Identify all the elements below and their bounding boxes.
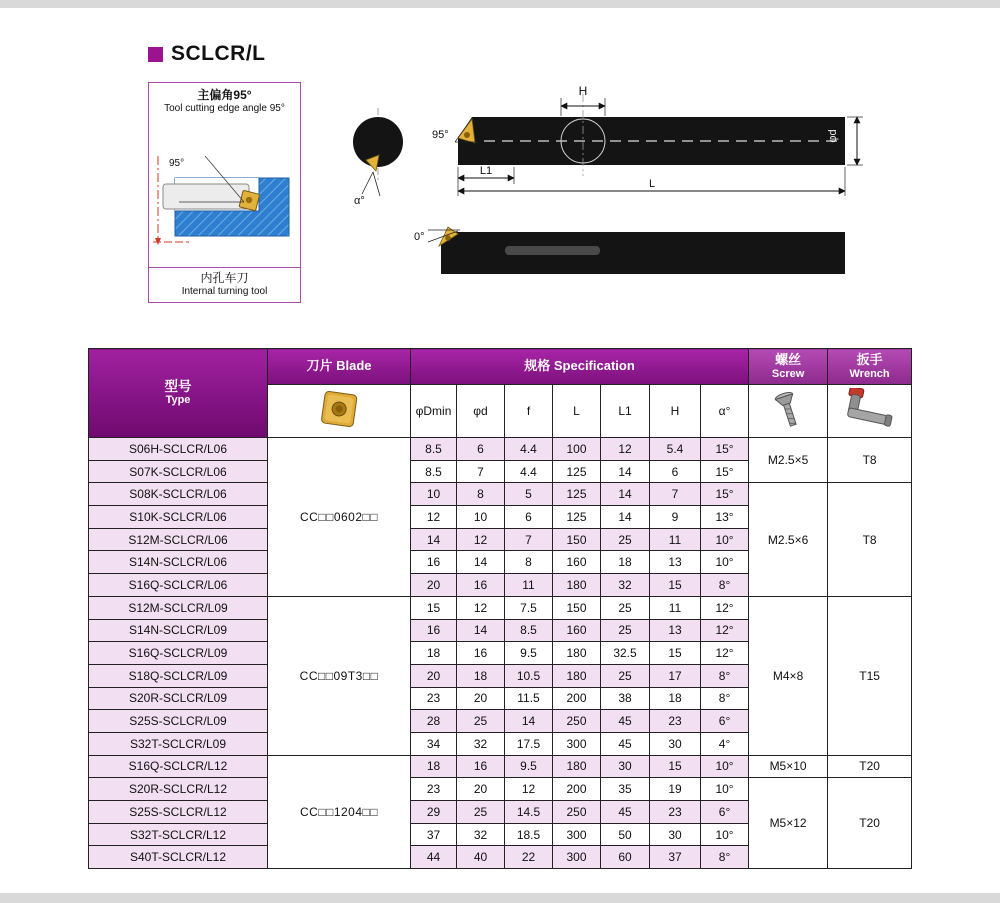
spec-value-cell: 45 — [601, 710, 650, 733]
spec-value-cell: 180 — [553, 642, 601, 665]
spec-value-cell: 15 — [650, 574, 701, 597]
spec-value-cell: 20 — [457, 778, 505, 801]
col-header-l1: L1 — [601, 385, 650, 438]
spec-value-cell: 100 — [553, 438, 601, 461]
spec-value-cell: 160 — [553, 551, 601, 574]
spec-value-cell: 8° — [701, 846, 749, 869]
spec-value-cell: 14 — [457, 619, 505, 642]
alpha-angle-label: α° — [354, 195, 365, 207]
spec-value-cell: 150 — [553, 528, 601, 551]
spec-value-cell: 125 — [553, 460, 601, 483]
spec-value-cell: 180 — [553, 664, 601, 687]
screw-icon-cell — [749, 385, 828, 438]
spec-value-cell: 9.5 — [505, 755, 553, 778]
alpha-angle-line-1 — [362, 172, 373, 194]
application-diagram — [149, 116, 300, 267]
spec-value-cell: 38 — [601, 687, 650, 710]
screw-header-en: Screw — [771, 367, 805, 380]
spec-value-cell: 200 — [553, 778, 601, 801]
spec-value-cell: 11 — [650, 528, 701, 551]
spec-value-cell: 45 — [601, 801, 650, 824]
spec-value-cell: 20 — [457, 687, 505, 710]
spec-value-cell: 6 — [505, 506, 553, 529]
spec-value-cell: 10° — [701, 823, 749, 846]
type-cell: S14N-SCLCR/L06 — [89, 551, 268, 574]
spec-value-cell: 14 — [411, 528, 457, 551]
spec-value-cell: 18 — [411, 755, 457, 778]
spec-value-cell: 15 — [650, 755, 701, 778]
type-cell: S16Q-SCLCR/L12 — [89, 755, 268, 778]
spec-value-cell: 10° — [701, 551, 749, 574]
type-cell: S06H-SCLCR/L06 — [89, 438, 268, 461]
spec-value-cell: 4° — [701, 732, 749, 755]
spec-value-cell: 9 — [650, 506, 701, 529]
wrench-size-cell: T8 — [828, 483, 912, 596]
type-cell: S12M-SCLCR/L09 — [89, 596, 268, 619]
spec-value-cell: 23 — [650, 801, 701, 824]
spec-value-cell: 11 — [505, 574, 553, 597]
l1-dimension-label: L1 — [479, 165, 493, 177]
insert-screw-hole-mini — [246, 196, 252, 202]
wrench-header-cn: 扳手 — [856, 351, 883, 367]
info-box-header — [149, 83, 300, 116]
spec-value-cell: 16 — [411, 619, 457, 642]
spec-value-cell: 12 — [457, 596, 505, 619]
spec-table-body — [89, 438, 912, 869]
type-cell: S32T-SCLCR/L12 — [89, 823, 268, 846]
spec-value-cell: 5.4 — [650, 438, 701, 461]
spec-value-cell: 4.4 — [505, 460, 553, 483]
spec-value-cell: 9.5 — [505, 642, 553, 665]
l-dimension-label: L — [648, 178, 656, 190]
type-cell: S32T-SCLCR/L09 — [89, 732, 268, 755]
angle-95-label: 95° — [169, 157, 185, 169]
spec-value-cell: 37 — [411, 823, 457, 846]
page-title-row — [148, 42, 266, 66]
spec-value-cell: 10° — [701, 755, 749, 778]
table-row — [89, 755, 912, 778]
spec-value-cell: 6° — [701, 801, 749, 824]
spec-value-cell: 8.5 — [411, 438, 457, 461]
spec-value-cell: 7 — [457, 460, 505, 483]
spec-value-cell: 8° — [701, 664, 749, 687]
spec-value-cell: 17 — [650, 664, 701, 687]
spec-value-cell: 25 — [601, 664, 650, 687]
spec-value-cell: 250 — [553, 801, 601, 824]
blade-insert-icon-cell — [268, 385, 411, 438]
spec-value-cell: 10.5 — [505, 664, 553, 687]
blade-code-cell: CC□□09T3□□ — [268, 596, 411, 755]
blade-header: 刀片 Blade — [268, 349, 411, 385]
col-header-d: φd — [457, 385, 505, 438]
type-cell: S20R-SCLCR/L12 — [89, 778, 268, 801]
spec-value-cell: 11 — [650, 596, 701, 619]
spec-value-cell: 11.5 — [505, 687, 553, 710]
page-edge-top — [0, 0, 1000, 8]
spec-value-cell: 300 — [553, 823, 601, 846]
spec-value-cell: 17.5 — [505, 732, 553, 755]
spec-value-cell: 14 — [601, 483, 650, 506]
spec-value-cell: 12 — [457, 528, 505, 551]
table-row — [89, 438, 912, 461]
type-cell: S14N-SCLCR/L09 — [89, 619, 268, 642]
spec-value-cell: 18 — [650, 687, 701, 710]
spec-value-cell: 20 — [411, 574, 457, 597]
wrench-size-cell: T8 — [828, 438, 912, 483]
spec-value-cell: 180 — [553, 755, 601, 778]
spec-value-cell: 18 — [601, 551, 650, 574]
type-cell: S18Q-SCLCR/L09 — [89, 664, 268, 687]
type-cell: S08K-SCLCR/L06 — [89, 483, 268, 506]
info-box-caption — [149, 267, 300, 303]
screw-header — [749, 349, 828, 385]
spec-value-cell: 200 — [553, 687, 601, 710]
type-cell: S40T-SCLCR/L12 — [89, 846, 268, 869]
spec-value-cell: 125 — [553, 506, 601, 529]
wrench-header-en: Wrench — [849, 367, 890, 380]
dimension-drawing — [320, 80, 980, 330]
spec-table — [88, 348, 912, 869]
wrench-size-cell: T20 — [828, 755, 912, 778]
spec-value-cell: 150 — [553, 596, 601, 619]
wrench-size-cell: T20 — [828, 778, 912, 869]
blade-code-cell: CC□□0602□□ — [268, 438, 411, 597]
screw-size-cell: M2.5×6 — [749, 483, 828, 596]
spec-value-cell: 10 — [457, 506, 505, 529]
spec-value-cell: 13 — [650, 551, 701, 574]
countersunk-screw-icon — [767, 387, 809, 433]
spec-value-cell: 32 — [457, 732, 505, 755]
spec-value-cell: 32 — [457, 823, 505, 846]
spec-value-cell: 4.4 — [505, 438, 553, 461]
cc-insert-icon — [314, 387, 364, 433]
insert-screw-hole — [464, 132, 470, 138]
type-cell: S07K-SCLCR/L06 — [89, 460, 268, 483]
type-cell: S25S-SCLCR/L12 — [89, 801, 268, 824]
cutting-angle-label-en: Tool cutting edge angle 95° — [164, 103, 285, 114]
type-cell: S25S-SCLCR/L09 — [89, 710, 268, 733]
col-header-f: f — [505, 385, 553, 438]
spec-value-cell: 15° — [701, 438, 749, 461]
spec-value-cell: 18 — [411, 642, 457, 665]
spec-value-cell: 8.5 — [411, 460, 457, 483]
spec-value-cell: 15° — [701, 483, 749, 506]
spec-value-cell: 20 — [411, 664, 457, 687]
tool-info-box — [148, 82, 301, 303]
screw-size-cell: M5×12 — [749, 778, 828, 869]
spec-value-cell: 15° — [701, 460, 749, 483]
spec-value-cell: 25 — [601, 596, 650, 619]
alpha-angle-line-2 — [373, 172, 380, 196]
spec-value-cell: 10° — [701, 528, 749, 551]
spec-value-cell: 16 — [457, 755, 505, 778]
tool-name-en: Internal turning tool — [181, 285, 268, 297]
spec-value-cell: 12° — [701, 642, 749, 665]
spec-value-cell: 16 — [457, 574, 505, 597]
type-header-cn: 型号 — [164, 378, 192, 394]
spec-value-cell: 8° — [701, 687, 749, 710]
type-cell: S20R-SCLCR/L09 — [89, 687, 268, 710]
spec-value-cell: 6° — [701, 710, 749, 733]
application-diagram-svg — [149, 116, 300, 258]
spec-value-cell: 7 — [505, 528, 553, 551]
lead-angle-label: 95° — [432, 129, 449, 141]
spec-value-cell: 25 — [601, 619, 650, 642]
table-row — [89, 596, 912, 619]
screw-size-cell: M4×8 — [749, 596, 828, 755]
boring-bar-mini — [163, 184, 249, 209]
spec-value-cell: 60 — [601, 846, 650, 869]
spec-value-cell: 12 — [411, 506, 457, 529]
spec-value-cell: 300 — [553, 846, 601, 869]
spec-value-cell: 13 — [650, 619, 701, 642]
insert-screw-hole-2 — [445, 235, 451, 241]
table-header-row-main — [89, 349, 912, 385]
spec-value-cell: 12° — [701, 619, 749, 642]
spec-value-cell: 6 — [650, 460, 701, 483]
spec-value-cell: 14 — [457, 551, 505, 574]
spec-value-cell: 160 — [553, 619, 601, 642]
spec-value-cell: 23 — [411, 778, 457, 801]
spec-value-cell: 37 — [650, 846, 701, 869]
spec-value-cell: 32.5 — [601, 642, 650, 665]
spec-value-cell: 12 — [601, 438, 650, 461]
spec-value-cell: 25 — [601, 528, 650, 551]
table-row — [89, 483, 912, 506]
spec-value-cell: 7 — [650, 483, 701, 506]
spec-value-cell: 125 — [553, 483, 601, 506]
spec-value-cell: 50 — [601, 823, 650, 846]
col-header-dmin: φDmin — [411, 385, 457, 438]
col-header-alpha: α° — [701, 385, 749, 438]
spec-value-cell: 30 — [601, 755, 650, 778]
spec-value-cell: 8° — [701, 574, 749, 597]
end-angle-label: 0° — [414, 231, 425, 243]
spec-value-cell: 8.5 — [505, 619, 553, 642]
spec-value-cell: 28 — [411, 710, 457, 733]
screw-size-cell: M2.5×5 — [749, 438, 828, 483]
type-header — [89, 349, 268, 438]
type-cell: S16Q-SCLCR/L09 — [89, 642, 268, 665]
spec-value-cell: 12° — [701, 596, 749, 619]
spec-value-cell: 5 — [505, 483, 553, 506]
spec-value-cell: 23 — [650, 710, 701, 733]
spec-value-cell: 18 — [457, 664, 505, 687]
spec-value-cell: 19 — [650, 778, 701, 801]
spec-value-cell: 13° — [701, 506, 749, 529]
spec-value-cell: 32 — [601, 574, 650, 597]
spec-value-cell: 34 — [411, 732, 457, 755]
tool-name-cn: 内孔车刀 — [200, 270, 249, 285]
screw-size-cell: M5×10 — [749, 755, 828, 778]
page-title: SCLCR/L — [171, 42, 266, 65]
bar-marking — [505, 246, 600, 255]
spec-value-cell: 25 — [457, 801, 505, 824]
col-header-h: H — [650, 385, 701, 438]
spec-value-cell: 30 — [650, 823, 701, 846]
spec-value-cell: 8 — [457, 483, 505, 506]
spec-value-cell: 45 — [601, 732, 650, 755]
spec-value-cell: 6 — [457, 438, 505, 461]
spec-value-cell: 14 — [505, 710, 553, 733]
spec-value-cell: 29 — [411, 801, 457, 824]
spec-value-cell: 16 — [411, 551, 457, 574]
wrench-header — [828, 349, 912, 385]
spec-value-cell: 18.5 — [505, 823, 553, 846]
spec-value-cell: 12 — [505, 778, 553, 801]
spec-value-cell: 10 — [411, 483, 457, 506]
type-header-en: Type — [165, 394, 191, 407]
spec-value-cell: 15 — [650, 642, 701, 665]
spec-value-cell: 35 — [601, 778, 650, 801]
spec-value-cell: 10° — [701, 778, 749, 801]
h-dimension-label: H — [578, 84, 588, 98]
spec-value-cell: 40 — [457, 846, 505, 869]
boring-bar-top-view — [441, 232, 845, 274]
spec-value-cell: 14.5 — [505, 801, 553, 824]
spec-value-cell: 25 — [457, 710, 505, 733]
type-cell: S10K-SCLCR/L06 — [89, 506, 268, 529]
diameter-label: φd — [827, 129, 839, 143]
spec-value-cell: 23 — [411, 687, 457, 710]
spec-value-cell: 15 — [411, 596, 457, 619]
wrench-icon-cell — [828, 385, 912, 438]
spec-value-cell: 14 — [601, 506, 650, 529]
spec-value-cell: 14 — [601, 460, 650, 483]
spec-value-cell: 180 — [553, 574, 601, 597]
spec-value-cell: 7.5 — [505, 596, 553, 619]
page-edge-bottom — [0, 893, 1000, 903]
screw-header-cn: 螺丝 — [775, 351, 802, 367]
spec-value-cell: 8 — [505, 551, 553, 574]
spec-value-cell: 250 — [553, 710, 601, 733]
type-cell: S12M-SCLCR/L06 — [89, 528, 268, 551]
wrench-size-cell: T15 — [828, 596, 912, 755]
spec-value-cell: 44 — [411, 846, 457, 869]
spec-value-cell: 30 — [650, 732, 701, 755]
blade-code-cell: CC□□1204□□ — [268, 755, 411, 868]
spec-value-cell: 300 — [553, 732, 601, 755]
spec-header: 规格 Specification — [411, 349, 749, 385]
title-bullet-square — [148, 47, 163, 62]
torx-key-icon — [841, 388, 899, 432]
cutting-angle-label-cn: 主偏角95° — [197, 88, 252, 102]
col-header-l: L — [553, 385, 601, 438]
spec-value-cell: 16 — [457, 642, 505, 665]
spec-value-cell: 22 — [505, 846, 553, 869]
type-cell: S16Q-SCLCR/L06 — [89, 574, 268, 597]
table-row — [89, 778, 912, 801]
